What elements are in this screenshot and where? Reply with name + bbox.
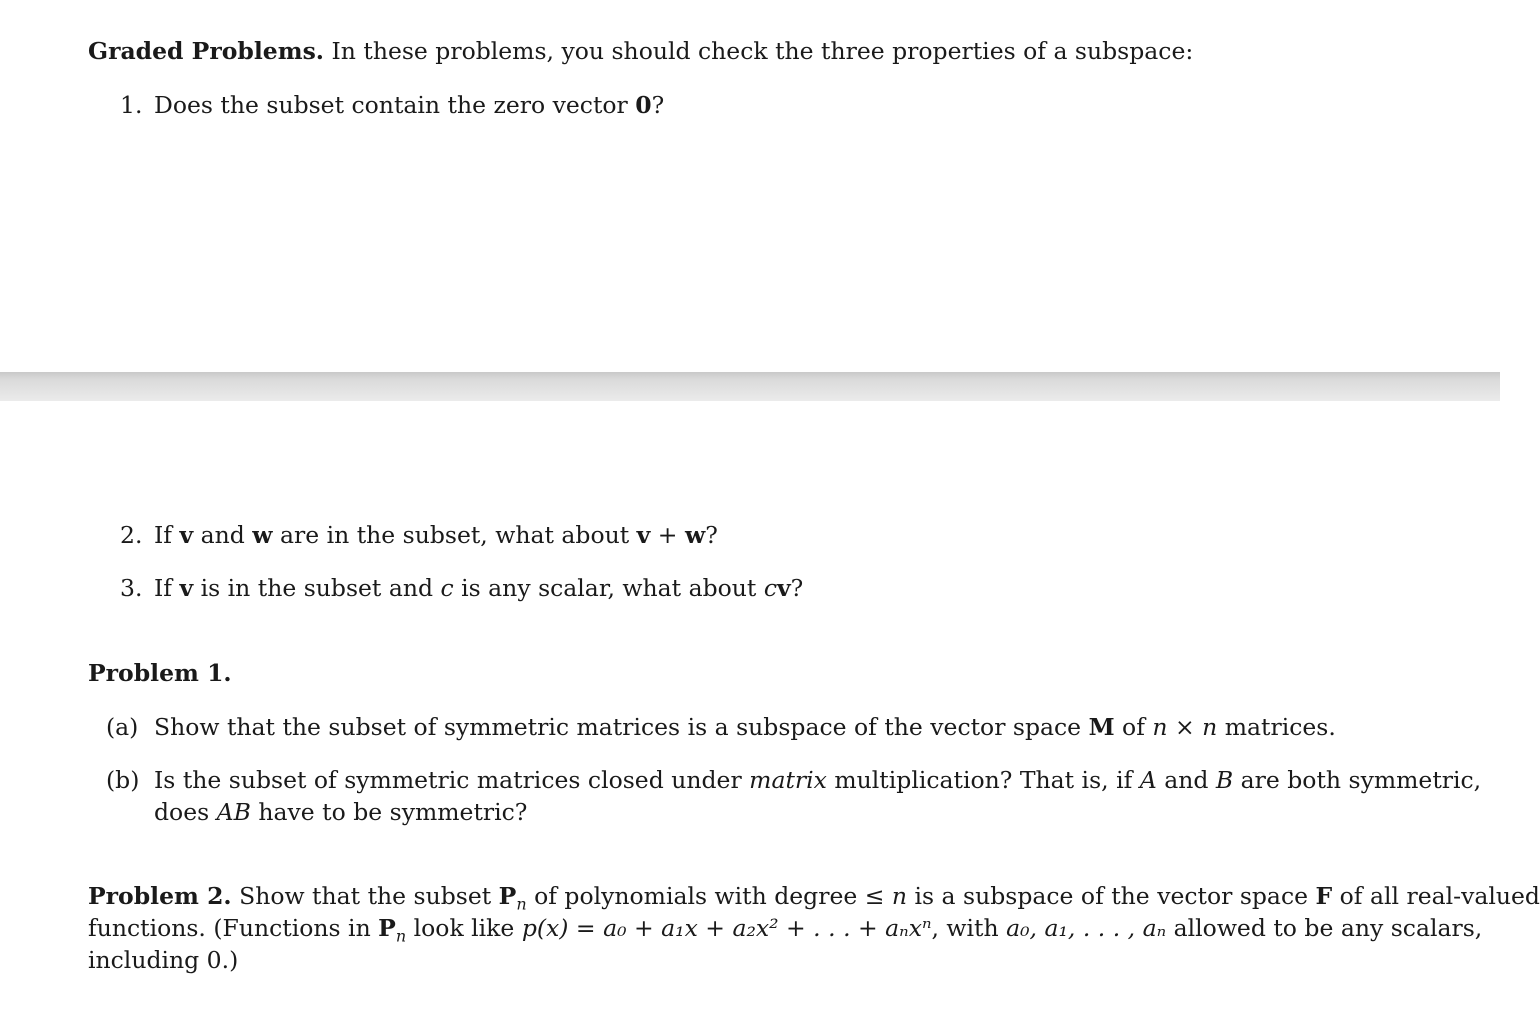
vector-w: w: [252, 521, 273, 549]
matrix-B: B: [1215, 766, 1234, 794]
part-text-end: are both symmetric,: [1233, 766, 1482, 794]
vector-w: w: [684, 521, 706, 549]
item-text: is any scalar, what about: [453, 574, 764, 602]
part-label: (b): [106, 766, 140, 794]
matrix-A: A: [1139, 766, 1157, 794]
item-text-end: ?: [790, 574, 804, 602]
degree-bound: ≤ n: [864, 882, 908, 910]
emphasis-matrix: matrix: [749, 766, 827, 794]
n-by-n: n × n: [1152, 713, 1218, 741]
space-P: P: [498, 882, 517, 910]
subscript-n: n: [516, 894, 527, 914]
problem2-text: functions. (Functions in: [88, 914, 379, 942]
part-text: of: [1114, 713, 1153, 741]
subscript-n: n: [395, 926, 407, 946]
item-text: Does the subset contain the zero vector: [154, 91, 636, 119]
problem2-text: look like: [406, 914, 522, 942]
page-top: [0, 0, 1500, 372]
item-text: are in the subset, what about: [272, 521, 637, 549]
plus-sign: +: [650, 521, 685, 549]
problem1-part-a: [106, 711, 1336, 743]
problem2-text: of polynomials with degree: [526, 882, 865, 910]
part-text: Show that the subset of symmetric matrices is a subspace of the vector space: [154, 713, 1089, 741]
item-number: 3.: [120, 574, 143, 602]
page-separator: [0, 372, 1500, 401]
problem1-part-b-line2: [154, 796, 527, 828]
space-F: F: [1315, 882, 1333, 910]
vector-v: v: [179, 574, 194, 602]
problem1-part-b: [106, 764, 1481, 796]
intro-heading: Graded Problems.: [88, 37, 324, 65]
item-text: is in the subset and: [193, 574, 441, 602]
space-P: P: [378, 914, 396, 942]
scalar-c: c: [440, 574, 454, 602]
part-text: does: [154, 798, 217, 826]
polynomial-formula: p(x) = a₀ + a₁x + a₂x² + . . . + aₙxⁿ: [521, 914, 932, 942]
scalar-c: c: [763, 574, 778, 602]
item-text: If: [154, 521, 180, 549]
problem2-line2: [88, 912, 1482, 953]
list-item-3: [120, 572, 803, 604]
page-bottom: [0, 401, 1540, 1022]
list-item-1: [120, 89, 664, 121]
part-text: Is the subset of symmetric matrices closed under: [154, 766, 750, 794]
intro-text: In these problems, you should check the three properties of a subspace:: [331, 37, 1194, 65]
item-number: 2.: [120, 521, 143, 549]
item-text-end: ?: [705, 521, 718, 549]
problem2-text: , with: [931, 914, 1007, 942]
part-text-end: have to be symmetric?: [250, 798, 528, 826]
problem2-text: Show that the subset: [231, 882, 499, 910]
space-M: M: [1088, 713, 1115, 741]
part-text-end: matrices.: [1217, 713, 1336, 741]
problem2-line3: including 0.): [88, 946, 239, 974]
item-text: and: [193, 521, 253, 549]
problem2-text: is a subspace of the vector space: [907, 882, 1316, 910]
problem2-text: of all real-valued: [1332, 882, 1540, 910]
vector-v: v: [777, 574, 791, 602]
part-text: and: [1156, 766, 1216, 794]
problem2-text: allowed to be any scalars,: [1166, 914, 1483, 942]
product-AB: AB: [216, 798, 251, 826]
list-item-2: [120, 519, 718, 551]
part-text: multiplication? That is, if: [826, 766, 1140, 794]
vector-v: v: [636, 521, 651, 549]
vector-v: v: [179, 521, 194, 549]
zero-vector: 0: [635, 91, 652, 119]
item-number: 1.: [120, 91, 143, 119]
part-label: (a): [106, 713, 139, 741]
problem1-heading: Problem 1.: [88, 659, 232, 687]
item-text: If: [154, 574, 180, 602]
problem2-heading: Problem 2.: [88, 882, 232, 910]
intro-paragraph: [88, 35, 1193, 67]
item-text-end: ?: [651, 91, 665, 119]
coefficients: a₀, a₁, . . . , aₙ: [1006, 914, 1167, 942]
